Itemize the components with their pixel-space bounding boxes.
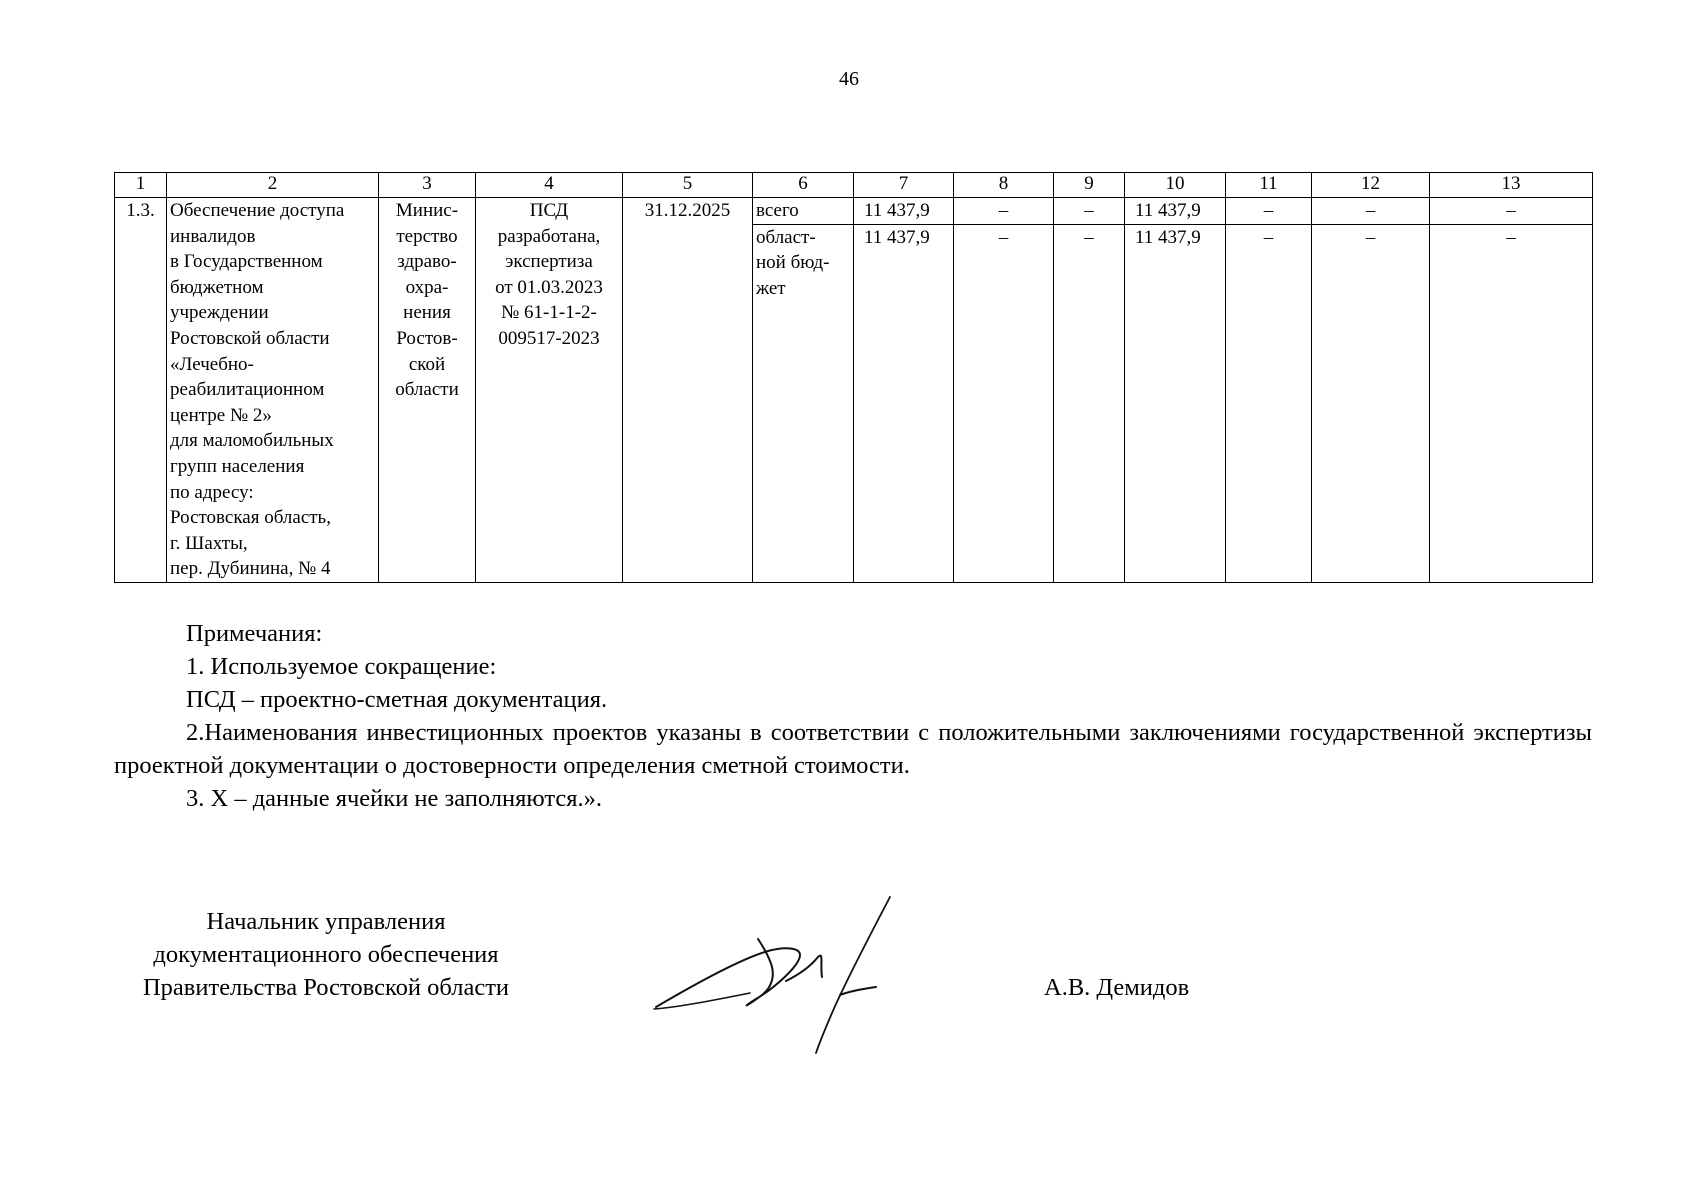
handwritten-signature xyxy=(650,895,940,1055)
value-cell: – xyxy=(1312,224,1430,582)
source-regional-budget-cell: област- ной бюд- жет xyxy=(753,224,854,582)
psd-status-cell: ПСД разработана, экспертиза от 01.03.2023 № 61-1-1-2- 009517-2023 xyxy=(476,198,623,583)
value-cell: 11 437,9 xyxy=(1125,198,1226,225)
header-cell: 2 xyxy=(167,173,379,198)
header-cell: 5 xyxy=(623,173,753,198)
page-number: 46 xyxy=(839,68,859,90)
header-cell: 11 xyxy=(1226,173,1312,198)
value-cell: 11 437,9 xyxy=(854,224,954,582)
header-cell: 13 xyxy=(1430,173,1593,198)
ministry-cell: Минис- терство здраво- охра- нения Ростов- ской области xyxy=(379,198,476,583)
note-3: 3. Х – данные ячейки не заполняются.». xyxy=(186,785,603,812)
note-2: 2.Наименования инвестиционных проектов указаны в соответствии с положительными заключениями государственной экспертизы проектной документации о достоверности определения сметной стоимости. xyxy=(114,719,1592,779)
value-cell: 11 437,9 xyxy=(1125,224,1226,582)
header-cell: 9 xyxy=(1054,173,1125,198)
signatory-title-line: Правительства Ростовской области xyxy=(142,974,510,1001)
source-total-cell: всего xyxy=(753,198,854,225)
date-cell: 31.12.2025 xyxy=(623,198,753,583)
value-cell: 11 437,9 xyxy=(854,198,954,225)
header-cell: 12 xyxy=(1312,173,1430,198)
note-1: 1. Используемое сокращение: xyxy=(186,653,497,680)
signatory-title-line: документационного обеспечения xyxy=(153,941,499,968)
value-cell: – xyxy=(954,198,1054,225)
value-cell: – xyxy=(1054,224,1125,582)
value-cell: – xyxy=(1226,198,1312,225)
header-cell: 10 xyxy=(1125,173,1226,198)
signatory-title-line: Начальник управления xyxy=(206,908,446,935)
notes-title: Примечания: xyxy=(186,620,323,647)
table-row xyxy=(115,198,1593,225)
value-cell: – xyxy=(1226,224,1312,582)
value-cell: – xyxy=(954,224,1054,582)
project-name-cell: Обеспечение доступа инвалидов в Государственном бюджетном учреждении Ростовской области «Лечебно- реабилитационном центре № 2» для маломобильных групп населения по адресу: Ростовская область, г. Шахты, пер. Дубинина, № 4 xyxy=(167,198,379,583)
header-cell: 6 xyxy=(753,173,854,198)
note-1-definition: ПСД – проектно-сметная документация. xyxy=(186,686,608,713)
table-header-row xyxy=(115,173,1593,198)
value-cell: – xyxy=(1054,198,1125,225)
header-cell: 8 xyxy=(954,173,1054,198)
value-cell: – xyxy=(1312,198,1430,225)
signer-name: А.В. Демидов xyxy=(1044,974,1190,1001)
header-cell: 3 xyxy=(379,173,476,198)
notes-section xyxy=(114,617,1592,815)
signatory-title xyxy=(106,905,546,1004)
header-cell: 4 xyxy=(476,173,623,198)
value-cell: – xyxy=(1430,198,1593,225)
header-cell: 7 xyxy=(854,173,954,198)
row-number-cell: 1.3. xyxy=(115,198,167,583)
header-cell: 1 xyxy=(115,173,167,198)
value-cell: – xyxy=(1430,224,1593,582)
data-table xyxy=(114,172,1593,583)
